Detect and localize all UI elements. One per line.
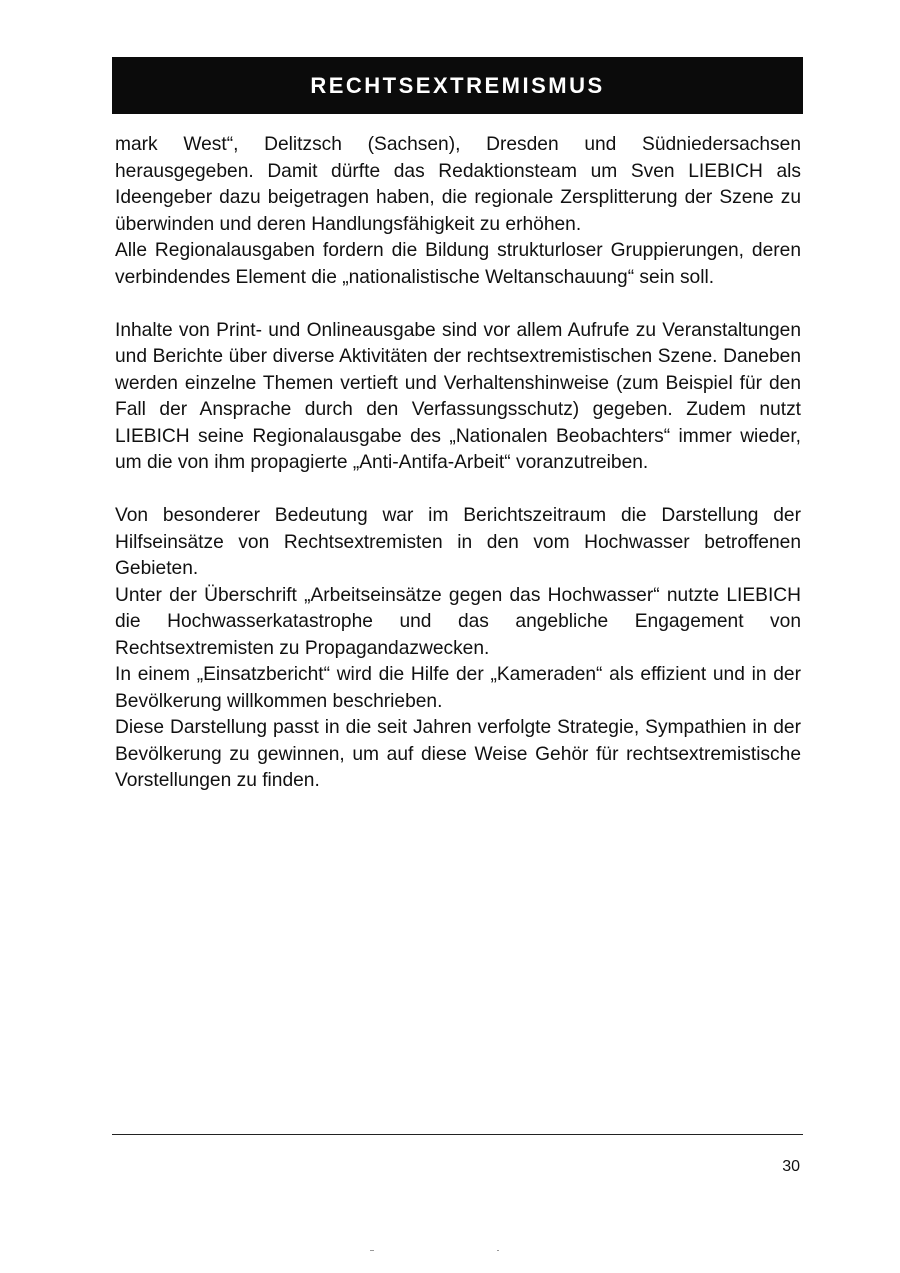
- paragraph-6: In einem „Einsatzbericht“ wird die Hilfe der „Kameraden“ als effizient und in der Bevölkerung willkommen beschrieben.: [115, 664, 801, 712]
- scan-speck: [370, 1250, 374, 1251]
- body-text: [115, 132, 801, 795]
- paragraph-gap: [115, 291, 801, 318]
- header-bar: [112, 57, 803, 114]
- paragraph-gap: [115, 477, 801, 504]
- paragraph-2: Alle Regionalausgaben fordern die Bildung strukturloser Gruppierungen, deren verbindendes Element die „nationalistische Weltanschauung“ sein soll.: [115, 240, 801, 288]
- scan-speck: [497, 1250, 499, 1251]
- paragraph-7: Diese Darstellung passt in die seit Jahren verfolgte Strategie, Sympathien in der Bevölkerung zu gewinnen, um auf diese Weise Gehör für rechtsextremistische Vorstellungen zu finden.: [115, 717, 801, 791]
- paragraph-3: Inhalte von Print- und Onlineausgabe sind vor allem Aufrufe zu Veranstaltungen und Berichte über diverse Aktivitäten der rechtsextremistischen Szene. Daneben werden einzelne Themen vertieft und Verhaltenshinweise (zum Beispiel für den Fall der Ansprache durch den Verfassungsschutz) gegeben. Zudem nutzt LIEBICH seine Regionalausgabe des „Nationalen Beobachters“ immer wieder, um die von ihm propagierte „Anti-Antifa-Arbeit“ voranzutreiben.: [115, 319, 801, 473]
- paragraph-4: Von besonderer Bedeutung war im Berichtszeitraum die Darstellung der Hilfseinsätze von Rechtsextremisten in den vom Hochwasser betroffenen Gebieten.: [115, 505, 801, 579]
- paragraph-5: Unter der Überschrift „Arbeitseinsätze gegen das Hochwasser“ nutzte LIEBICH die Hochwasserkatastrophe und das angebliche Engagement von Rechtsextremisten zu Propagandazwecken.: [115, 584, 801, 659]
- page-header-title: RECHTSEXTREMISMUS: [310, 72, 605, 98]
- paragraph-1: mark West“, Delitzsch (Sachsen), Dresden und Südniedersachsen herausgegeben. Damit dürfte das Redaktionsteam um Sven LIEBICH als Ideengeber dazu beigetragen haben, die regionale Zersplitterung der Szene zu überwinden und deren Handlungsfähigkeit zu erhöhen.: [115, 134, 801, 235]
- page-number: 30: [782, 1158, 800, 1175]
- footer-divider: [112, 1134, 803, 1135]
